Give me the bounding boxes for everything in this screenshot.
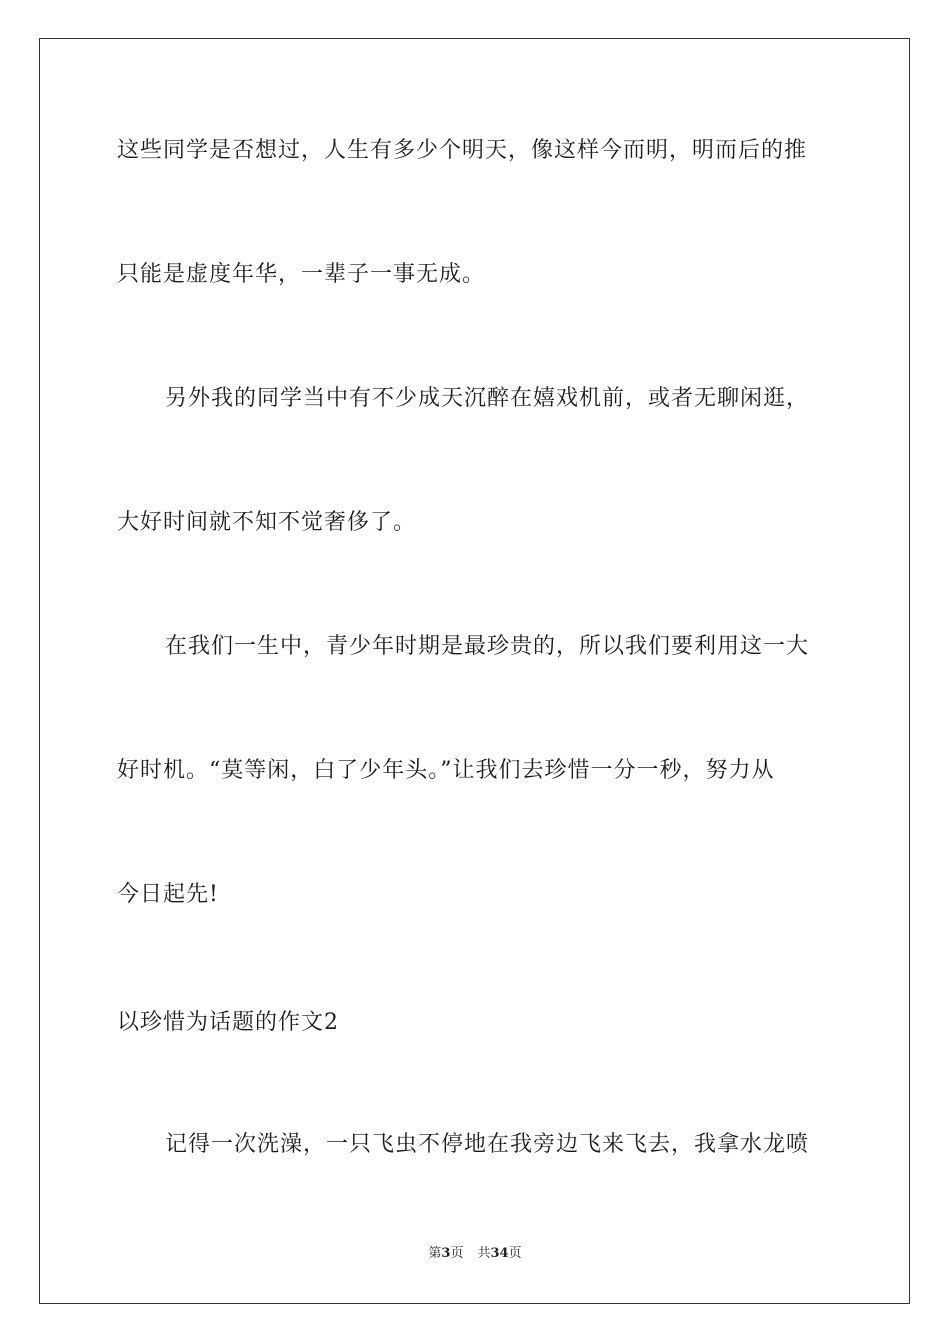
text-line-5: 在我们一生中，青少年时期是最珍贵的，所以我们要利用这一大 xyxy=(165,634,810,659)
text-line-9: 记得一次洗澡，一只飞虫不停地在我旁边飞来飞去，我拿水龙喷 xyxy=(165,1132,810,1157)
text-line-1: 这些同学是否想过，人生有多少个明天，像这样今而明，明而后的推 xyxy=(117,138,808,163)
text-line-7: 今日起先! xyxy=(117,882,219,907)
page-prefix: 第 xyxy=(428,1246,442,1261)
text-line-4: 大好时间就不知不觉奢侈了。 xyxy=(117,510,417,535)
page-footer xyxy=(0,1245,950,1263)
total-pages: 34 xyxy=(490,1246,509,1261)
text-line-3: 另外我的同学当中有不少成天沉醉在嬉戏机前，或者无聊闲逛， xyxy=(165,386,810,411)
total-prefix: 共 xyxy=(477,1246,491,1261)
text-line-2: 只能是虚度年华，一辈子一事无成。 xyxy=(117,262,486,287)
section-heading: 以珍惜为话题的作文2 xyxy=(117,1010,339,1035)
text-line-6: 好时机。“莫等闲，白了少年头。”让我们去珍惜一分一秒，努力从 xyxy=(117,758,775,783)
page-border xyxy=(39,38,910,1304)
total-suffix: 页 xyxy=(508,1246,522,1261)
page-number: 3 xyxy=(441,1246,451,1261)
page-suffix: 页 xyxy=(450,1246,464,1261)
